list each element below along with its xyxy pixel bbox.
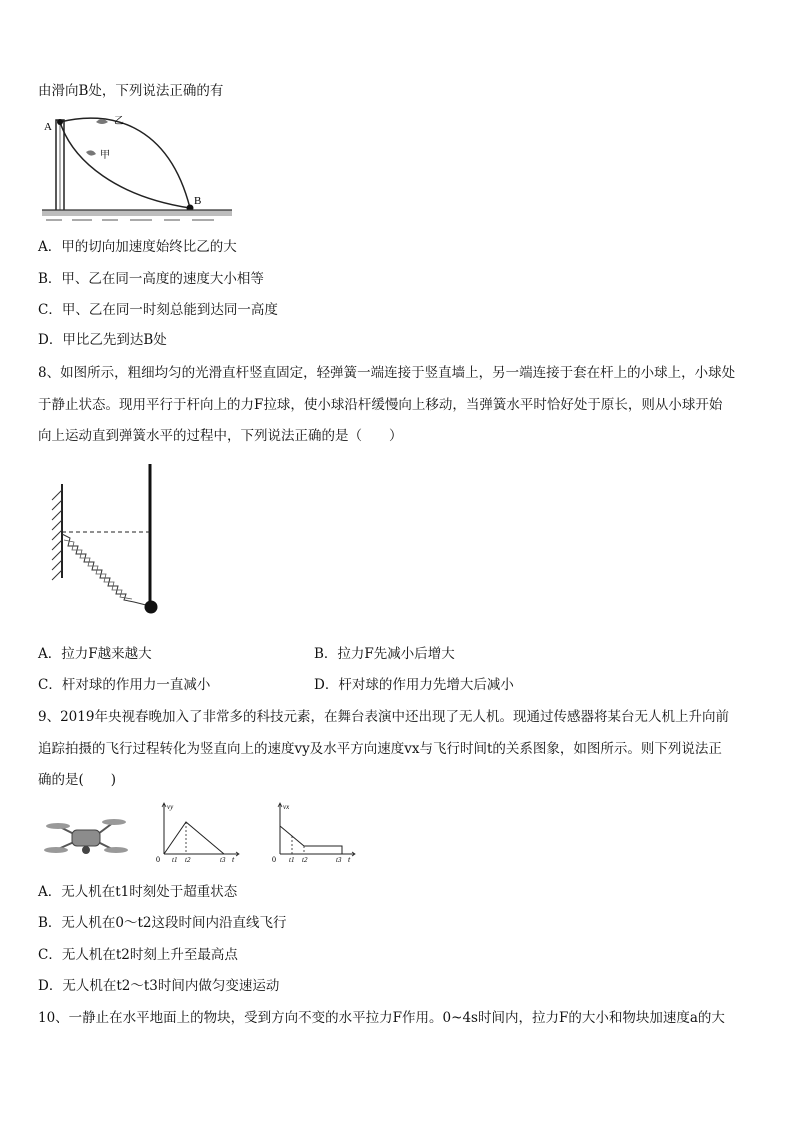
q7-label-b: B bbox=[194, 195, 202, 207]
q8-stem-line2: 于静止状态。现用平行于杆向上的力F拉球，使小球沿杆缓慢向上移动，当弹簧水平时恰好处于原长，则从小球开始 bbox=[38, 397, 723, 413]
q7-label-a: A bbox=[44, 121, 52, 133]
q7-option-d: D．甲比乙先到达B处 bbox=[38, 332, 167, 348]
g2-t2: t2 bbox=[302, 856, 308, 864]
q9-option-c: C．无人机在t2时刻上升至最高点 bbox=[38, 947, 238, 963]
g1-t1: t1 bbox=[172, 856, 178, 864]
q8-option-d: D．杆对球的作用力先增大后减小 bbox=[314, 677, 514, 693]
q9-stem-line3: 确的是( ) bbox=[38, 772, 117, 788]
vy-t-graph bbox=[152, 800, 242, 866]
g1-ylabel: vy bbox=[167, 803, 174, 811]
g1-t3: t3 bbox=[220, 856, 226, 864]
g2-t3: t3 bbox=[336, 856, 342, 864]
q8-figure bbox=[40, 460, 170, 620]
vx-t-graph bbox=[268, 800, 358, 866]
q7-option-c: C．甲、乙在同一时刻总能到达同一高度 bbox=[38, 302, 278, 318]
g2-ylabel: vx bbox=[283, 803, 290, 811]
q7-option-b: B．甲、乙在同一高度的速度大小相等 bbox=[38, 271, 264, 287]
q8-stem-line1: 8、如图所示，粗细均匀的光滑直杆竖直固定，轻弹簧一端连接于竖直墙上，另一端连接于套在杆上的小球上，小球处 bbox=[38, 365, 736, 381]
q8-option-c: C．杆对球的作用力一直减小 bbox=[38, 677, 211, 693]
q7-label-jia: 甲 bbox=[100, 150, 110, 161]
q10-stem-line1: 10、一静止在水平地面上的物块，受到方向不变的水平拉力F作用。0~4s时间内，拉力F的大小和物块加速度a的大 bbox=[38, 1010, 725, 1026]
q9-option-a: A．无人机在t1时刻处于超重状态 bbox=[38, 884, 238, 900]
g2-t1: t1 bbox=[289, 856, 295, 864]
q8-stem-line3: 向上运动直到弹簧水平的过程中，下列说法正确的是（ ） bbox=[38, 428, 403, 444]
q7-option-a: A．甲的切向加速度始终比乙的大 bbox=[38, 239, 237, 255]
q8-option-a: A．拉力F越来越大 bbox=[38, 646, 152, 662]
g1-origin: 0 bbox=[156, 855, 160, 864]
q9-stem-line2: 追踪拍摄的飞行过程转化为竖直向上的速度vy及水平方向速度vx与飞行时间t的关系图象，如图所示。则下列说法正 bbox=[38, 741, 722, 757]
g2-xlabel: t bbox=[348, 855, 351, 864]
drone-image bbox=[44, 812, 128, 864]
q9-option-b: B．无人机在0～t2这段时间内沿直线飞行 bbox=[38, 915, 287, 931]
q9-stem-line1: 9、2019年央视春晚加入了非常多的科技元素，在舞台表演中还出现了无人机。现通过传感器将某台无人机上升向前 bbox=[38, 709, 729, 725]
q7-label-yi: 乙 bbox=[114, 116, 124, 127]
q8-option-b: B．拉力F先减小后增大 bbox=[314, 646, 455, 662]
g1-t2: t2 bbox=[185, 856, 191, 864]
q9-option-d: D．无人机在t2～t3时间内做匀变速运动 bbox=[38, 978, 280, 994]
g1-xlabel: t bbox=[232, 855, 235, 864]
q7-figure bbox=[38, 112, 238, 224]
g2-origin: 0 bbox=[272, 855, 276, 864]
q7-stem-tail: 由滑向B处，下列说法正确的有 bbox=[38, 83, 224, 99]
